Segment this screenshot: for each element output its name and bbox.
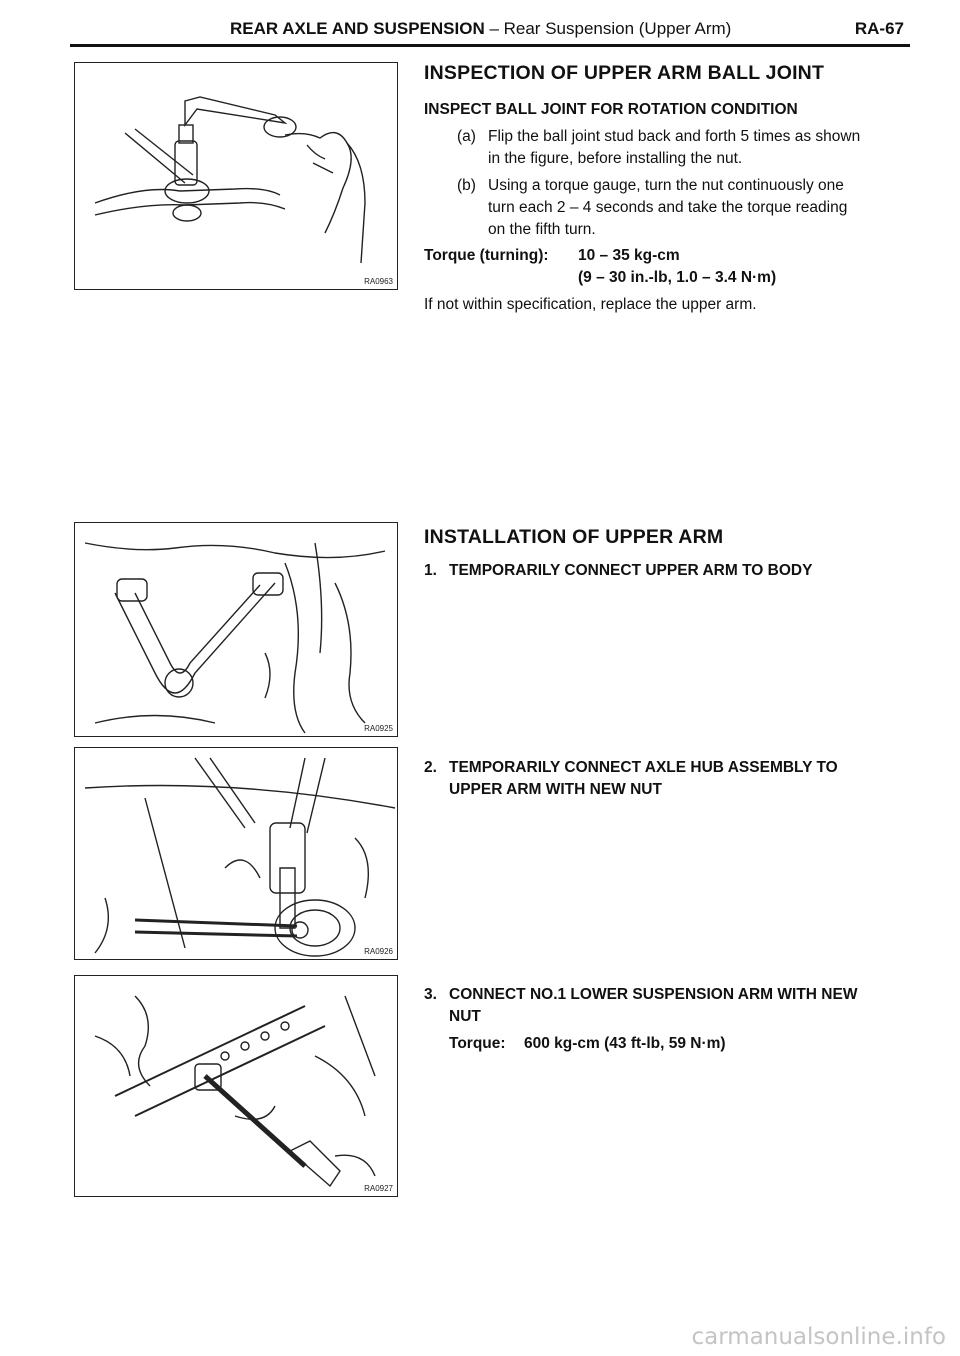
step-b-line1: Using a torque gauge, turn the nut continuously one	[488, 177, 844, 194]
step-b-line3: on the fifth turn.	[488, 221, 596, 238]
section-title-bold: REAR AXLE AND SUSPENSION	[230, 19, 485, 38]
step-1-number: 1.	[424, 562, 437, 579]
installation-title: INSTALLATION OF UPPER ARM	[424, 526, 724, 548]
figure-axle-hub	[74, 747, 398, 960]
section-title	[230, 19, 731, 39]
step-a-line2: in the figure, before installing the nut.	[488, 150, 743, 167]
figure-code: RA0963	[364, 277, 393, 286]
step-2-line1: TEMPORARILY CONNECT AXLE HUB ASSEMBLY TO	[449, 759, 838, 776]
step-3-line2: NUT	[449, 1008, 481, 1025]
torque-label: Torque (turning):	[424, 247, 549, 264]
watermark: carmanualsonline.info	[691, 1324, 946, 1350]
inspection-note: If not within specification, replace the upper arm.	[424, 296, 757, 313]
step-b-line2: turn each 2 – 4 seconds and take the torque reading	[488, 199, 848, 216]
torque-value-2: (9 – 30 in.-lb, 1.0 – 3.4 N·m)	[578, 269, 777, 286]
figure-lower-arm	[74, 975, 398, 1197]
figure-code: RA0927	[364, 1184, 393, 1193]
step-3-number: 3.	[424, 986, 437, 1003]
page-header	[70, 14, 910, 47]
section-title-rest: – Rear Suspension (Upper Arm)	[484, 19, 732, 38]
step-3-line1: CONNECT NO.1 LOWER SUSPENSION ARM WITH NEW	[449, 986, 858, 1003]
inspection-subtitle: INSPECT BALL JOINT FOR ROTATION CONDITION	[424, 101, 798, 118]
figure-upper-arm	[74, 522, 398, 737]
figure-code: RA0926	[364, 947, 393, 956]
step-a-mark: (a)	[457, 128, 476, 145]
figure-code: RA0925	[364, 724, 393, 733]
axle-hub-nut-illustration	[75, 748, 397, 959]
upper-arm-body-illustration	[75, 523, 397, 736]
step-a-line1: Flip the ball joint stud back and forth 5 times as shown	[488, 128, 861, 145]
page-number: RA-67	[854, 19, 904, 38]
inspection-title: INSPECTION OF UPPER ARM BALL JOINT	[424, 62, 825, 84]
step-3-torque-value: 600 kg-cm (43 ft-lb, 59 N·m)	[524, 1035, 726, 1052]
step-1-text: TEMPORARILY CONNECT UPPER ARM TO BODY	[449, 562, 813, 579]
step-2-line2: UPPER ARM WITH NEW NUT	[449, 781, 662, 798]
torque-value-1: 10 – 35 kg-cm	[578, 247, 680, 264]
ball-joint-torque-gauge-illustration	[75, 63, 397, 289]
lower-arm-torque-wrench-illustration	[75, 976, 397, 1196]
step-2-number: 2.	[424, 759, 437, 776]
step-3-torque-label: Torque:	[449, 1035, 506, 1052]
step-b-mark: (b)	[457, 177, 476, 194]
figure-ball-joint	[74, 62, 398, 290]
